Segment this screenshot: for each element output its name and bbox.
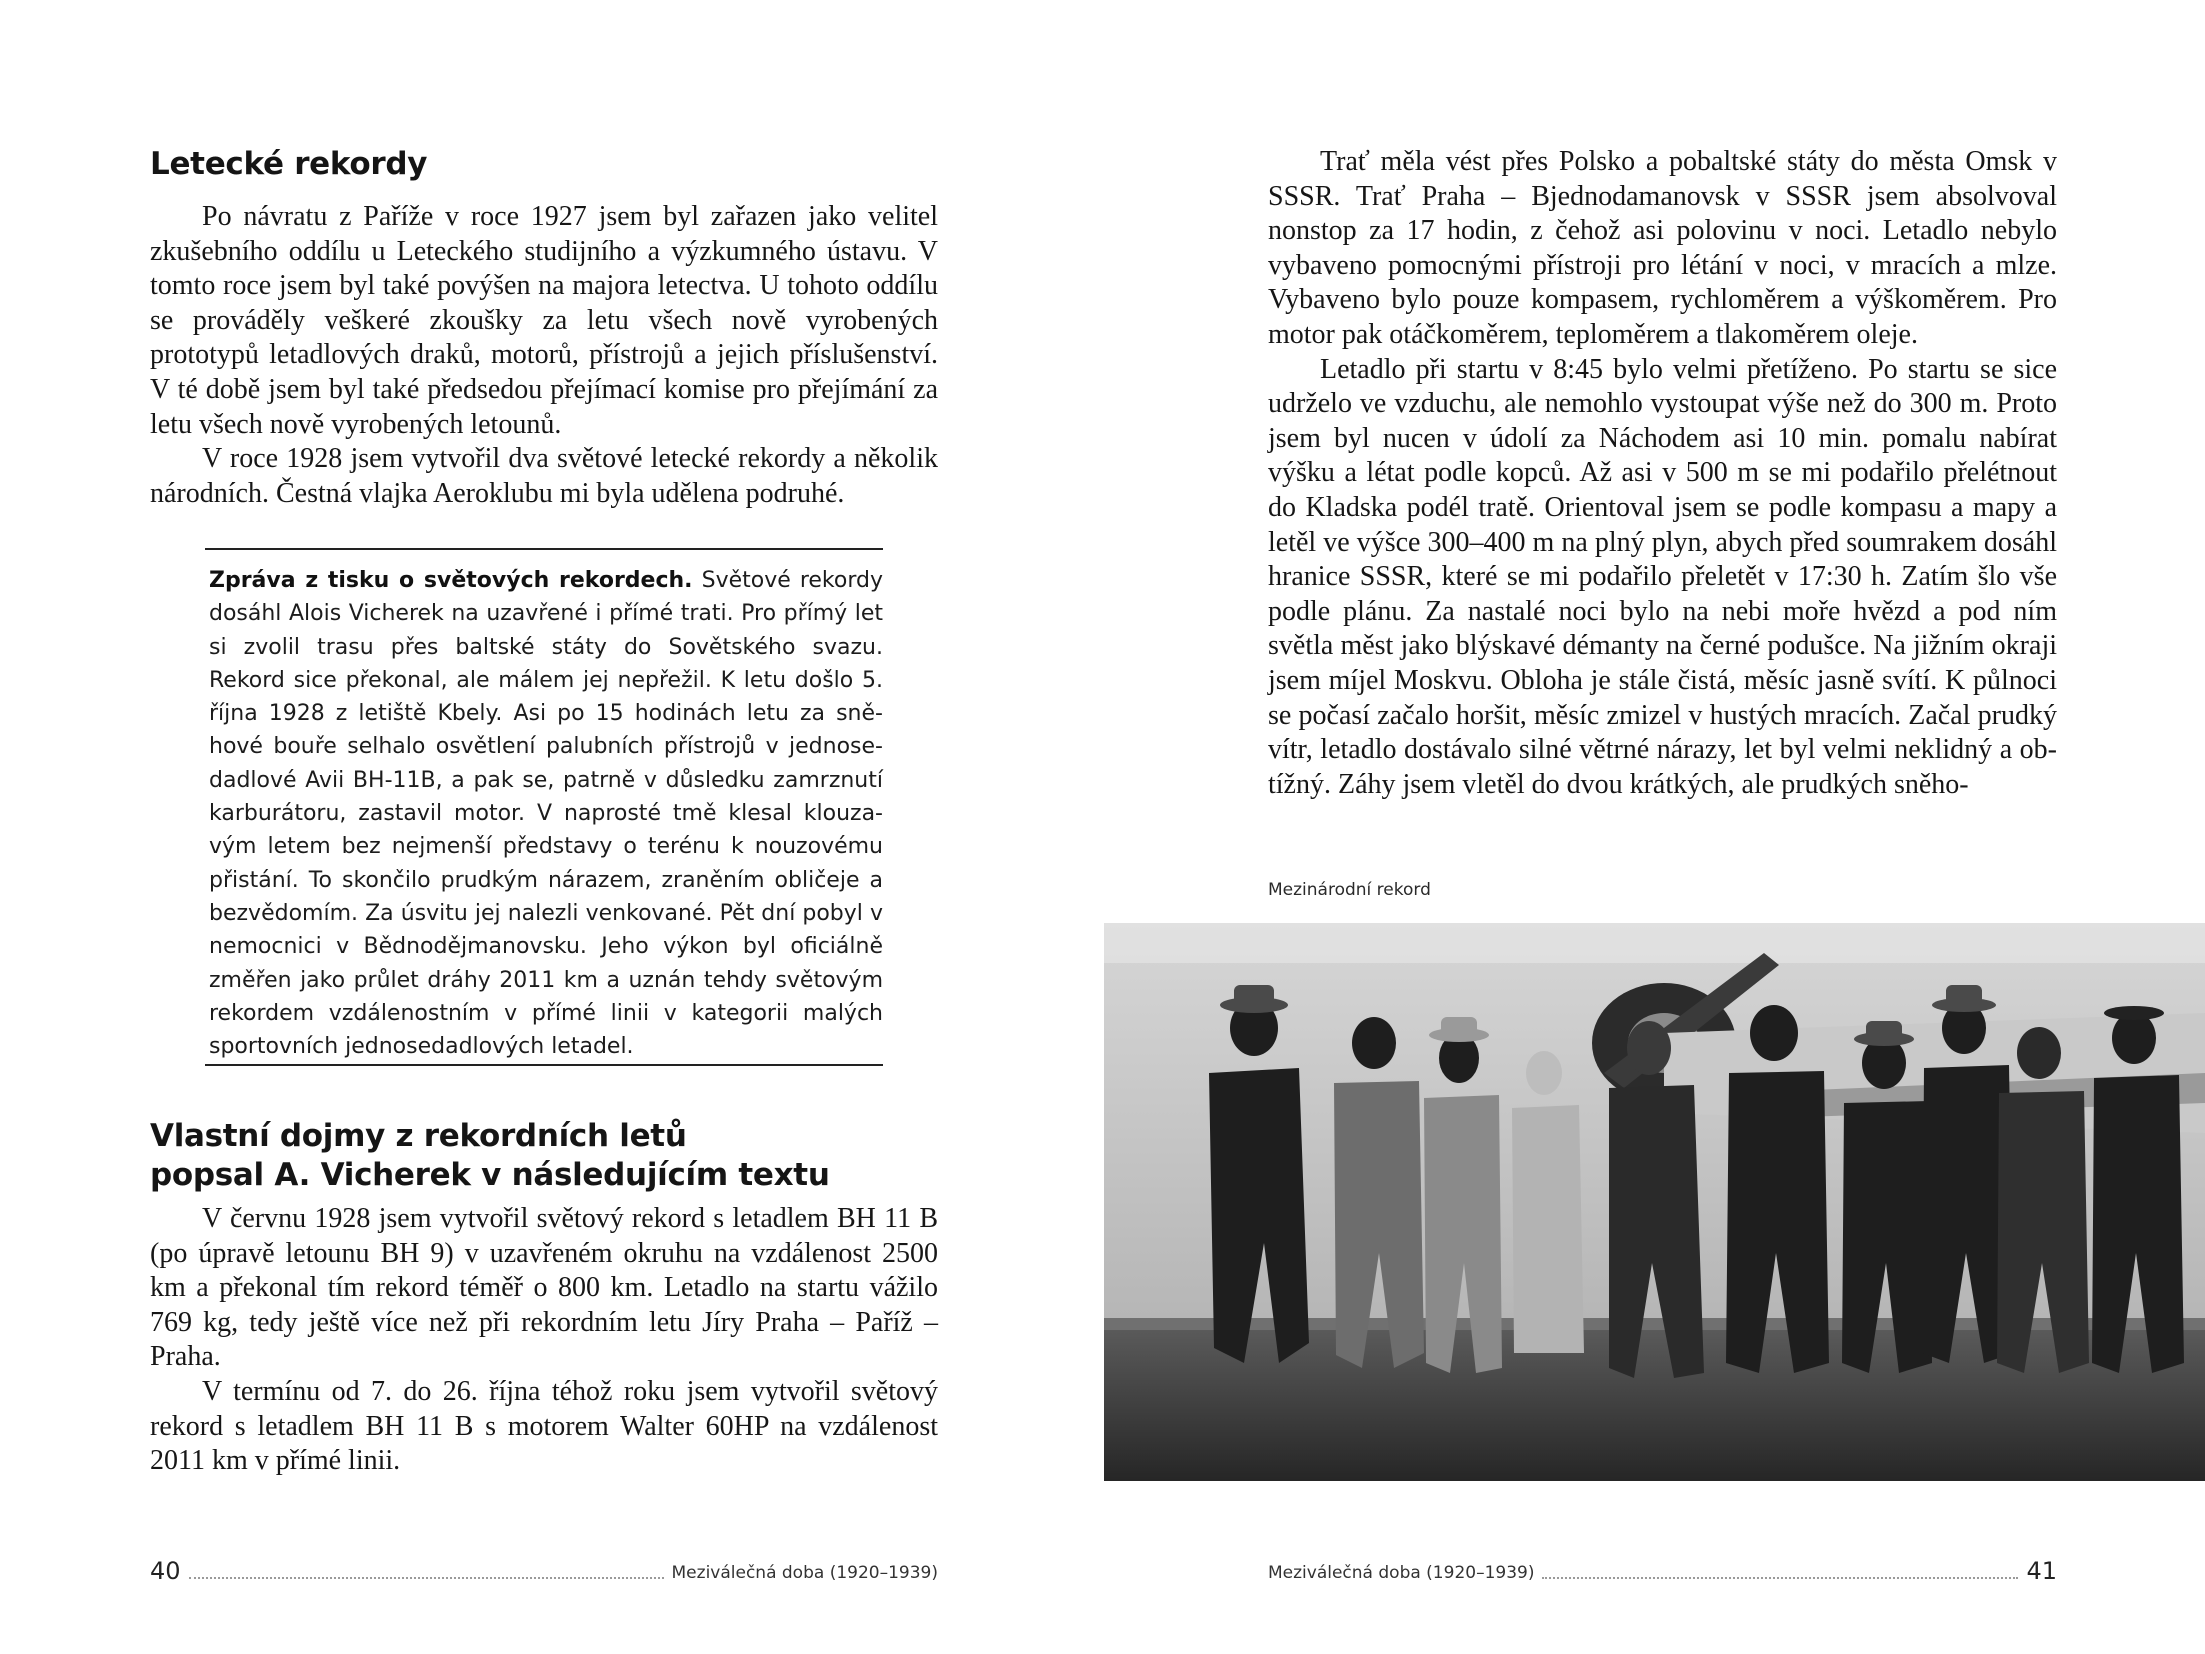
footer-left <box>150 1553 938 1585</box>
paragraph: V termínu od 7. do 26. října téhož roku jsem vytvořil světový rekord s letadlem BH 11 B s motorem Walter 60HP na vzdálenost 2011 km v přímé linii. <box>150 1375 938 1477</box>
leader-dots <box>1542 1577 2018 1579</box>
photo-caption: Mezinárodní rekord <box>1268 880 1431 900</box>
sidebar-paragraph <box>209 564 883 1063</box>
footer-right <box>1268 1553 2057 1585</box>
sidebar-title: Zpráva z tisku o světových rekordech. <box>209 568 693 593</box>
press-report-sidebar <box>205 548 883 1066</box>
page-number: 41 <box>2026 1557 2057 1585</box>
page-number: 40 <box>150 1557 181 1585</box>
section-heading-letecke-rekordy: Letecké rekordy <box>150 146 428 182</box>
heading-line-1: Vlastní dojmy z rekordních letů <box>150 1118 687 1154</box>
photo-illustration <box>1104 923 2205 1481</box>
sidebar-text: Světové rekordy dosáhl Alois Vicherek na uzavřené i přímé trati. Pro přímý let si zvolil trasu přes baltské státy do Sovětského svazu. Rekord sice překonal, ale málem jej nepřežil. K letu došlo 5. října 1928 z letiště Kbely. Asi po 15 hodinách letu za sněhové bouře selhalo osvětlení palubních přístrojů v jednosedadlové Avii BH-11B, a pak se, patrně v důsledku zamrznutí karburátoru, zastavil motor. V naprosté tmě klesal klouzavým letem bez nejmenší představy o terénu k nouzovému přistání. To skončilo prudkým nárazem, zraněním obličeje a bezvědomím. Za úsvitu jej nalezli venkované. Pět dní pobyl v nemocnici v Bědnodějmanovsku. Jeho výkon byl oficiálně změřen jako průlet dráhy 2011 km a uznán tehdy světovým rekordem vzdálenostním v přímé linii v kategorii malých sportovních jednosedadlových letadel. <box>209 568 883 1060</box>
running-head: Meziválečná doba (1920–1939) <box>671 1563 938 1583</box>
section-heading-vlastni-dojmy <box>150 1117 950 1195</box>
left-page <box>0 0 1102 1654</box>
body-text-block-3 <box>1268 145 2057 802</box>
body-text-block-2 <box>150 1202 938 1479</box>
body-text-block-1 <box>150 200 938 511</box>
paragraph: Po návratu z Paříže v roce 1927 jsem byl zařazen jako velitel zkušebního oddílu u Leteckého studijního a výzkumného ústavu. V tomto roce jsem byl také povýšen na majora letectva. U tohoto oddílu se prováděly veškeré zkoušky za letu všech nově vyrobených prototypů letadlových draků, motorů, přístrojů a jejich příslušenství. V té době jsem byl také předsedou přejímací komise pro přejímání za letu všech nově vyrobených letounů. <box>150 201 938 440</box>
running-head: Meziválečná doba (1920–1939) <box>1268 1563 1535 1583</box>
paragraph: Trať měla vést přes Polsko a pobaltské státy do města Omsk v SSSR. Trať Praha – Bjednodamanovsk v SSSR jsem absolvoval nonstop za 17 hodin, z čehož asi polovinu v noci. Letadlo nebylo vybaveno pomocnými přístroji pro létání v noci, v mracích a mlze. Vybaveno bylo pouze kompasem, rychloměrem a výškoměrem. Pro motor pak otáčkoměrem, teploměrem a tlakoměrem oleje. <box>1268 146 2057 350</box>
leader-dots <box>189 1577 664 1579</box>
group-photo-aviators <box>1104 923 2205 1481</box>
paragraph: Letadlo při startu v 8:45 bylo velmi přetíženo. Po startu se sice udrželo ve vzduchu, ale nemohlo vystoupat výše než do 300 m. Proto jsem byl nucen v údolí za Náchodem asi 10 min. pomalu nabírat výšku a létat podle kopců. Až asi v 500 m se mi podařilo přelétnout do Kladska podél tratě. Orientoval jsem se podle kompasu a mapy a letěl ve výšce 300–400 m na plný plyn, abych před soumrakem dosáhl hranice SSSR, které se mi podařilo přeletět v 17:30 h. Zatím šlo vše podle plánu. Za nastalé noci bylo na nebi moře hvězd a pod ním světla měst jako blýskavé démanty na černé podušce. Na jižním okraji jsem míjel Moskvu. Obloha je stále čistá, měsíc jasně svítí. K půlnoci se počasí začalo horšit, měsíc zmizel v hustých mracích. Začal prudký vítr, letadlo dostávalo silné větrné nárazy, let byl velmi neklidný a obtížný. Záhy jsem vletěl do dvou krátkých, ale prudkých sněho- <box>1268 353 2057 800</box>
paragraph: V roce 1928 jsem vytvořil dva světové letecké rekordy a několik národních. Čestná vlajka Aeroklubu mi byla udělena podruhé. <box>150 443 938 509</box>
paragraph: V červnu 1928 jsem vytvořil světový rekord s letadlem BH 11 B (po úpravě letounu BH 9) v uzavřeném okruhu na vzdálenost 2500 km a překonal tím rekord téměř o 800 km. Letadlo na startu vážilo 769 kg, tedy ještě více než při rekordním letu Jíry Praha – Paříž – Praha. <box>150 1203 938 1373</box>
heading-line-2: popsal A. Vicherek v následujícím textu <box>150 1157 830 1193</box>
